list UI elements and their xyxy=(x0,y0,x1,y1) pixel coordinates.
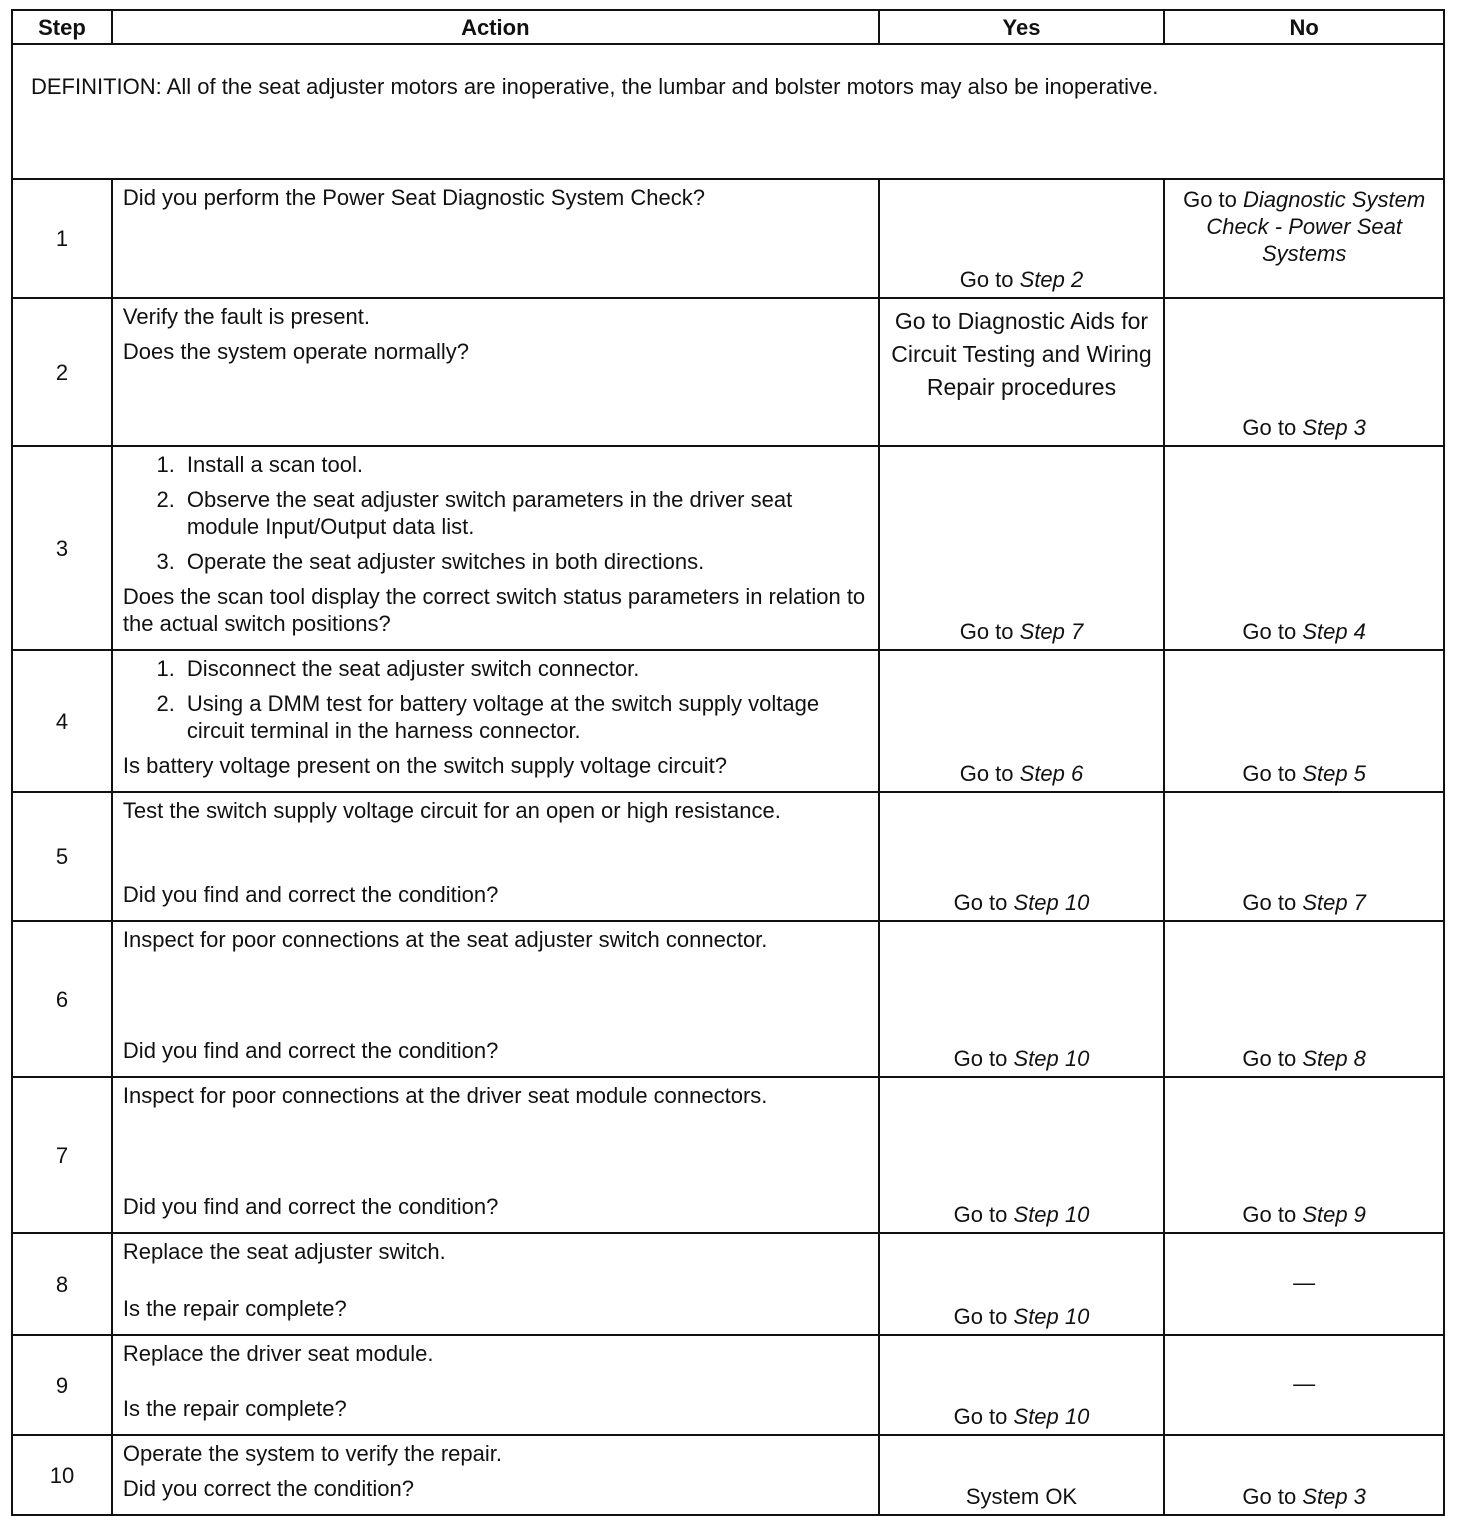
yes-result-text: Go to xyxy=(959,761,1020,786)
table-row xyxy=(12,792,1444,921)
table-row xyxy=(12,179,1444,298)
action-content xyxy=(123,926,868,1072)
no-result-link: Step 4 xyxy=(1302,619,1366,644)
no-result-text: Go to xyxy=(1242,1046,1303,1071)
action-cell xyxy=(112,1435,879,1515)
header-yes: Yes xyxy=(879,10,1165,44)
action-question: Did you find and correct the condition? xyxy=(122,1038,499,1063)
action-question: Does the scan tool display the correct switch status parameters in relation to the actual switch positions? xyxy=(122,584,866,636)
yes-result-link: Step 10 xyxy=(1013,1304,1090,1329)
action-text: Verify the fault is present. xyxy=(122,304,370,329)
step-number: 2 xyxy=(12,298,112,446)
yes-result xyxy=(879,1233,1165,1335)
no-result xyxy=(1164,298,1444,446)
no-result-text: Go to xyxy=(1242,619,1303,644)
action-cell xyxy=(112,1233,879,1335)
step-number: 3 xyxy=(12,446,112,650)
table-row xyxy=(12,1077,1444,1233)
step-number: 5 xyxy=(12,792,112,921)
no-result-link: Step 3 xyxy=(1302,1484,1366,1509)
yes-result-text: Go to xyxy=(953,1202,1014,1227)
action-content xyxy=(123,303,868,441)
yes-result-text: Go to xyxy=(953,1304,1014,1329)
action-text: Replace the driver seat module. xyxy=(122,1341,434,1366)
definition-row xyxy=(12,44,1444,179)
action-question: Is the repair complete? xyxy=(122,1396,347,1421)
action-text: Did you perform the Power Seat Diagnostic System Check? xyxy=(122,185,705,210)
action-content xyxy=(123,1238,868,1330)
action-instructions xyxy=(123,451,868,583)
action-step: 2. Using a DMM test for battery voltage at the switch supply voltage circuit terminal in the harness connector. xyxy=(181,690,868,744)
action-content xyxy=(123,655,868,787)
action-question: Did you find and correct the condition? xyxy=(122,1194,499,1219)
yes-result xyxy=(879,1435,1165,1515)
action-text: Replace the seat adjuster switch. xyxy=(122,1239,446,1264)
yes-result-text: Go to Diagnostic Aids for Circuit Testing and Wiring Repair procedures xyxy=(891,308,1152,400)
action-step: 2. Observe the seat adjuster switch parameters in the driver seat module Input/Output data list. xyxy=(181,486,868,540)
no-result xyxy=(1164,1435,1444,1515)
no-result-text: Go to xyxy=(1242,890,1303,915)
no-result-link: Diagnostic System Check - Power Seat Systems xyxy=(1206,187,1426,266)
yes-result xyxy=(879,446,1165,650)
step-number: 4 xyxy=(12,650,112,792)
action-text: Test the switch supply voltage circuit for an open or high resistance. xyxy=(122,798,781,823)
action-content xyxy=(123,797,868,916)
no-result-text: — xyxy=(1293,1370,1316,1396)
yes-result-link: Step 10 xyxy=(1013,1404,1090,1429)
no-result-text: Go to xyxy=(1242,1202,1303,1227)
yes-result xyxy=(879,650,1165,792)
action-question: Did you find and correct the condition? xyxy=(122,882,499,907)
action-instructions xyxy=(123,303,868,373)
no-result xyxy=(1164,1077,1444,1233)
no-result-link: Step 7 xyxy=(1302,890,1366,915)
yes-result-text: Go to xyxy=(959,267,1020,292)
action-text: Operate the system to verify the repair. xyxy=(122,1441,502,1466)
table-row xyxy=(12,1435,1444,1515)
action-question: Is battery voltage present on the switch supply voltage circuit? xyxy=(122,753,728,778)
step-number: 7 xyxy=(12,1077,112,1233)
no-result-text: Go to xyxy=(1183,187,1244,212)
action-steps-list xyxy=(123,655,868,744)
yes-result-link: Step 7 xyxy=(1019,619,1084,644)
action-instructions xyxy=(123,1440,868,1475)
action-content xyxy=(123,1340,868,1430)
yes-result xyxy=(879,1077,1165,1233)
action-step: 1. Install a scan tool. xyxy=(181,451,868,478)
no-result xyxy=(1164,446,1444,650)
step-number: 8 xyxy=(12,1233,112,1335)
action-cell xyxy=(112,1335,879,1435)
action-content xyxy=(123,451,868,645)
table-row xyxy=(12,298,1444,446)
action-steps-list xyxy=(123,451,868,575)
yes-result-text: Go to xyxy=(959,619,1020,644)
action-content xyxy=(123,184,868,293)
header-no: No xyxy=(1164,10,1444,44)
action-text: Inspect for poor connections at the seat adjuster switch connector. xyxy=(122,927,768,952)
action-cell xyxy=(112,792,879,921)
yes-result-text: Go to xyxy=(953,890,1014,915)
no-result xyxy=(1164,1233,1444,1335)
step-number: 10 xyxy=(12,1435,112,1515)
action-instructions xyxy=(123,1238,868,1273)
action-cell xyxy=(112,650,879,792)
yes-result-link: Step 10 xyxy=(1013,1046,1090,1071)
no-result-link: Step 3 xyxy=(1302,415,1366,440)
yes-result-link: Step 6 xyxy=(1019,761,1084,786)
no-result xyxy=(1164,921,1444,1077)
action-text: Inspect for poor connections at the driver seat module connectors. xyxy=(122,1083,768,1108)
no-result-link: Step 5 xyxy=(1302,761,1366,786)
action-content xyxy=(123,1440,868,1510)
no-result xyxy=(1164,1335,1444,1435)
header-action: Action xyxy=(112,10,879,44)
no-result xyxy=(1164,792,1444,921)
yes-result-link: Step 10 xyxy=(1013,1202,1090,1227)
no-result-text: Go to xyxy=(1242,415,1303,440)
action-content xyxy=(123,1082,868,1228)
yes-result xyxy=(879,179,1165,298)
diagnostic-table xyxy=(11,9,1445,1516)
no-result-link: Step 8 xyxy=(1302,1046,1366,1071)
no-result-text: — xyxy=(1293,1269,1316,1295)
action-cell xyxy=(112,921,879,1077)
action-instructions xyxy=(123,184,868,219)
yes-result-link: Step 10 xyxy=(1013,890,1090,915)
no-result-link: Step 9 xyxy=(1302,1202,1366,1227)
yes-result xyxy=(879,1335,1165,1435)
yes-result-text: Go to xyxy=(953,1404,1014,1429)
no-result xyxy=(1164,179,1444,298)
action-instructions xyxy=(123,655,868,752)
action-instructions xyxy=(123,926,868,961)
table-row xyxy=(12,446,1444,650)
header-step: Step xyxy=(12,10,112,44)
action-step: 1. Disconnect the seat adjuster switch connector. xyxy=(181,655,868,682)
yes-result xyxy=(879,792,1165,921)
action-question: Did you correct the condition? xyxy=(122,1476,414,1501)
yes-result xyxy=(879,921,1165,1077)
table-row xyxy=(12,1233,1444,1335)
step-number: 6 xyxy=(12,921,112,1077)
yes-result-link: Step 2 xyxy=(1019,267,1084,292)
action-instructions xyxy=(123,797,868,832)
action-instructions xyxy=(123,1082,868,1117)
yes-result xyxy=(879,298,1165,446)
action-cell xyxy=(112,446,879,650)
action-cell xyxy=(112,179,879,298)
action-step: 3. Operate the seat adjuster switches in both directions. xyxy=(181,548,868,575)
action-cell xyxy=(112,1077,879,1233)
header-row xyxy=(12,10,1444,44)
action-instructions xyxy=(123,1340,868,1375)
step-number: 1 xyxy=(12,179,112,298)
yes-result-text: Go to xyxy=(953,1046,1014,1071)
no-result-text: Go to xyxy=(1242,761,1303,786)
table-row xyxy=(12,921,1444,1077)
no-result xyxy=(1164,650,1444,792)
table-row xyxy=(12,650,1444,792)
no-result-text: Go to xyxy=(1242,1484,1303,1509)
table-row xyxy=(12,1335,1444,1435)
definition-text: DEFINITION: All of the seat adjuster motors are inoperative, the lumbar and bolster motors may also be inoperative. xyxy=(12,44,1444,179)
yes-result-text: System OK xyxy=(965,1484,1078,1509)
action-text: Does the system operate normally? xyxy=(122,339,469,364)
action-cell xyxy=(112,298,879,446)
action-question: Is the repair complete? xyxy=(122,1296,347,1321)
step-number: 9 xyxy=(12,1335,112,1435)
